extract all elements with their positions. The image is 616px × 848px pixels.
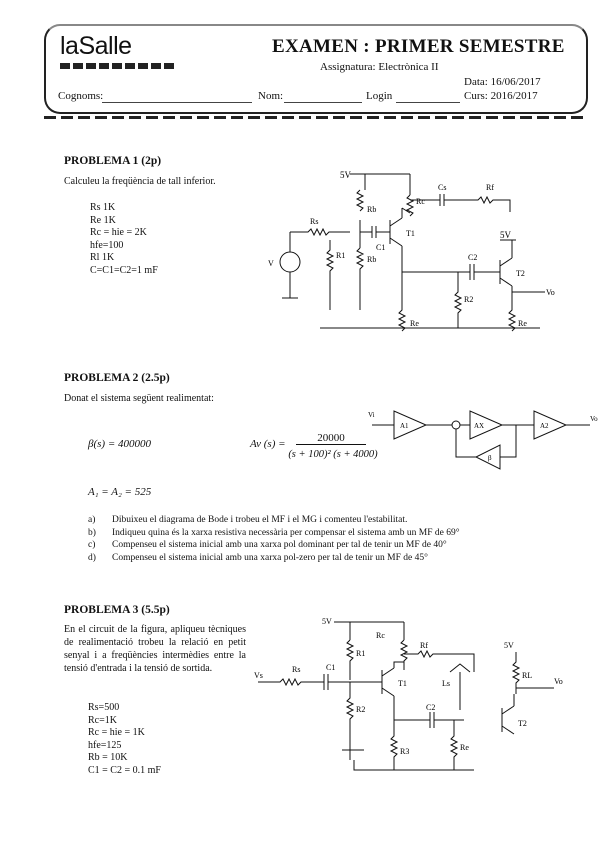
course-year: Curs: 2016/2017 — [464, 90, 538, 102]
label: Vo — [554, 677, 563, 686]
question-item: a) Dibuixeu el diagrama de Bode i trobeu el MF i el MG i comenteu l'estabilitat. — [88, 515, 408, 525]
label: Rc — [376, 631, 385, 640]
label: T1 — [406, 229, 415, 238]
problem-2-questions — [88, 514, 508, 564]
label: β — [488, 454, 492, 462]
param: Rb = 10K — [88, 752, 128, 763]
label: C1 — [376, 243, 386, 252]
param: Rl 1K — [90, 252, 115, 263]
label: Vs — [254, 671, 263, 680]
av-numerator: 20000 — [296, 432, 366, 445]
problem-1-statement: Calculeu la freqüència de tall inferior. — [64, 176, 216, 187]
label: Vo — [590, 415, 598, 423]
param: Rc = hie = 2K — [90, 227, 147, 238]
a-equation: A₁ = A₂ = 525 — [88, 486, 152, 498]
label: Re — [460, 743, 469, 752]
label: Rb — [367, 255, 377, 264]
label: Vo — [546, 288, 555, 297]
surname-field[interactable] — [102, 102, 252, 103]
name-field[interactable] — [284, 102, 362, 103]
name-label: Nom: — [258, 90, 284, 102]
label: T1 — [398, 679, 407, 688]
av-denominator: (s + 100)² (s + 4000) — [288, 449, 378, 460]
subject-line: Assignatura: Electrònica II — [320, 61, 439, 73]
label: C2 — [426, 703, 436, 712]
lasalle-logo: laSalle — [60, 32, 132, 60]
label: Re — [410, 319, 419, 328]
header-dash-divider — [44, 116, 584, 119]
label: C1 — [326, 663, 336, 672]
label: 5V — [504, 641, 514, 650]
label: C2 — [468, 253, 478, 262]
problem-2-title: PROBLEMA 2 (2.5p) — [64, 372, 170, 384]
label: Rf — [486, 183, 494, 192]
label: 5V — [322, 617, 332, 626]
param: Rs=500 — [88, 702, 120, 713]
label: Re — [518, 319, 527, 328]
exam-title: EXAMEN : PRIMER SEMESTRE — [272, 36, 565, 57]
label: A1 — [400, 422, 409, 430]
label: Rs — [292, 665, 301, 674]
param: C1 = C2 = 0.1 mF — [88, 764, 161, 776]
problem-1-params — [90, 202, 158, 277]
label: Rc — [416, 197, 425, 206]
exam-date: Data: 16/06/2017 — [464, 76, 541, 88]
av-equation-lhs: Av (s) = — [250, 438, 286, 450]
label: RL — [522, 671, 533, 680]
label: Rs — [310, 217, 319, 226]
problem-3-circuit — [254, 610, 580, 780]
question-item: c) Compenseu el sistema inicial amb una xarxa pol dominant per tal de tenir un MF de 40° — [88, 540, 447, 550]
label: V — [268, 259, 274, 268]
param: Re 1K — [90, 214, 116, 226]
problem-1-title: PROBLEMA 1 (2p) — [64, 155, 162, 167]
param: Rs 1K — [90, 202, 116, 213]
label: T2 — [518, 719, 527, 728]
param: Rc = hie = 1K — [88, 727, 145, 738]
param: Rc=1K — [88, 714, 117, 726]
label: T2 — [516, 269, 525, 278]
label: Vi — [368, 411, 375, 419]
label: R1 — [356, 649, 366, 658]
problem-3-statement: En el circuit de la figura, apliqueu tècniques de realimentació trobeu la relació en petit senyal i a freqüències intermèdies entre la tensió d'entrada i la tensió de sortida. — [64, 624, 246, 674]
login-label: Login — [366, 90, 393, 102]
param: hfe=100 — [90, 239, 124, 251]
label: R2 — [464, 295, 474, 304]
problem-3-params — [88, 702, 161, 777]
label: 5V — [500, 230, 511, 240]
label: 5V — [340, 170, 351, 180]
label: Cs — [438, 183, 447, 192]
label: R1 — [336, 251, 346, 260]
label: R2 — [356, 705, 366, 714]
beta-equation: β(s) = 400000 — [88, 438, 152, 450]
label: A2 — [540, 422, 549, 430]
label: R3 — [400, 747, 410, 756]
login-field[interactable] — [396, 102, 460, 103]
label: Ls — [442, 679, 450, 688]
question-item: d) Compenseu el sistema inicial amb una xarxa pol-zero per tal de tenir un MF de 45° — [88, 552, 428, 563]
logo-underline — [60, 63, 176, 69]
label: Rf — [420, 641, 428, 650]
problem-3-title: PROBLEMA 3 (5.5p) — [64, 604, 170, 616]
label: Rb — [367, 205, 377, 214]
feedback-block-diagram — [368, 405, 604, 475]
param: C=C1=C2=1 mF — [90, 264, 158, 276]
surname-label: Cognoms: — [58, 90, 104, 102]
problem-2-statement: Donat el sistema següent realimentat: — [64, 393, 214, 404]
label: AX — [474, 422, 485, 430]
problem-1-circuit — [260, 160, 560, 340]
param: hfe=125 — [88, 739, 122, 751]
question-item: b) Indiqueu quina és la xarxa resistiva necessària per compensar el sistema amb un MF de 69° — [88, 527, 460, 538]
